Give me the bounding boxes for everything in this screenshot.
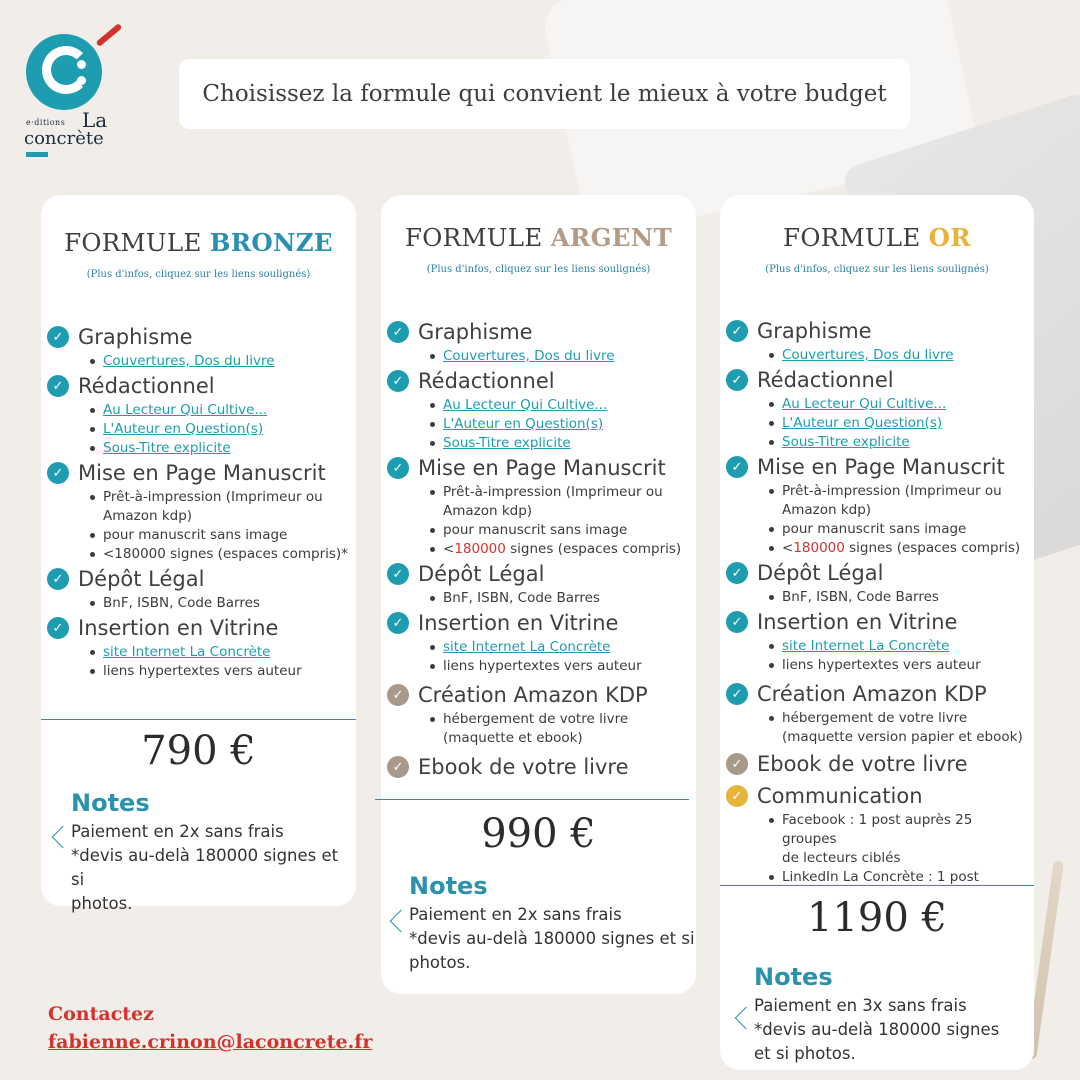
feature-label: Mise en Page Manuscrit	[418, 456, 666, 480]
feature-label: Création Amazon KDP	[418, 683, 648, 707]
feature-redactionnel	[387, 366, 690, 396]
list-item: pour manuscrit sans image	[88, 526, 350, 545]
feature-list	[726, 316, 1028, 887]
notes-title: Notes	[754, 963, 833, 991]
list-item: BnF, ISBN, Code Barres	[88, 594, 350, 613]
card-subtitle: (Plus d'infos, cliquez sur les liens soulignés)	[765, 264, 989, 275]
feature-label: Rédactionnel	[757, 368, 894, 392]
list-item: BnF, ISBN, Code Barres	[767, 588, 1028, 607]
divider	[375, 799, 689, 800]
item-text: Prêt-à-impression (Imprimeur ou	[782, 483, 1002, 499]
sub-list	[428, 483, 690, 559]
link-sous-titre[interactable]: Sous-Titre explicite	[767, 433, 1028, 452]
link-site-internet[interactable]: site Internet La Concrète	[428, 638, 690, 657]
feature-label: Dépôt Légal	[78, 567, 205, 591]
divider	[720, 885, 1034, 886]
feature-label: Graphisme	[78, 325, 193, 349]
check-icon: ✓	[726, 683, 748, 705]
notes-text	[409, 903, 695, 975]
logo-accent	[96, 23, 123, 47]
logo-dot	[77, 76, 86, 85]
sub-list	[88, 643, 350, 681]
feature-communication	[726, 781, 1028, 811]
contact-label: Contactez	[48, 1003, 154, 1025]
feature-vitrine	[726, 607, 1028, 637]
link-auteur-en-question[interactable]: L'Auteur en Question(s)	[428, 415, 690, 434]
link-au-lecteur[interactable]: Au Lecteur Qui Cultive...	[88, 401, 350, 420]
card-title	[381, 223, 696, 252]
check-icon: ✓	[387, 563, 409, 585]
link-sous-titre[interactable]: Sous-Titre explicite	[88, 439, 350, 458]
divider	[41, 719, 356, 720]
link-au-lecteur[interactable]: Au Lecteur Qui Cultive...	[767, 395, 1028, 414]
notes-line: *devis au-delà 180000 signes et si	[71, 846, 339, 889]
check-icon: ✓	[726, 320, 748, 342]
check-icon: ✓	[387, 612, 409, 634]
notes-line: Paiement en 3x sans frais	[754, 996, 967, 1015]
sub-list	[88, 401, 350, 458]
feature-label: Graphisme	[418, 320, 533, 344]
formula-prefix: FORMULE	[64, 228, 210, 257]
logo-la-text: La	[82, 108, 108, 132]
feature-label: Mise en Page Manuscrit	[78, 461, 326, 485]
contact-email-link[interactable]: fabienne.crinon@laconcrete.fr	[48, 1031, 373, 1053]
notes-line: Paiement en 2x sans frais	[71, 822, 284, 841]
feature-label: Graphisme	[757, 319, 872, 343]
link-au-lecteur[interactable]: Au Lecteur Qui Cultive...	[428, 396, 690, 415]
check-icon: ✓	[726, 562, 748, 584]
card-title	[720, 223, 1034, 252]
sub-list	[767, 588, 1028, 607]
feature-label: Insertion en Vitrine	[418, 611, 619, 635]
item-text: hébergement de votre livre	[443, 711, 629, 727]
sub-list	[428, 589, 690, 608]
feature-label: Communication	[757, 784, 923, 808]
tier-name: OR	[928, 223, 971, 252]
sub-list	[88, 594, 350, 613]
link-sous-titre[interactable]: Sous-Titre explicite	[428, 434, 690, 453]
price: 1190 €	[807, 895, 947, 941]
logo-concrete-text: concrète	[24, 128, 104, 149]
sub-list	[767, 811, 1028, 887]
feature-label: Création Amazon KDP	[757, 682, 987, 706]
list-item: LinkedIn La Concrète : 1 post	[767, 868, 1028, 887]
card-title	[41, 228, 356, 257]
list-item: liens hypertextes vers auteur	[428, 657, 690, 676]
item-text: (maquette et ebook)	[443, 730, 583, 746]
logo-c-mark	[42, 46, 90, 94]
feature-depot-legal	[47, 564, 350, 594]
item-text: de lecteurs ciblés	[782, 850, 901, 866]
price: 790 €	[141, 728, 256, 774]
item-text: Facebook : 1 post auprès 25 groupes	[782, 812, 973, 847]
list-item: pour manuscrit sans image	[767, 520, 1028, 539]
notes-line: et si photos.	[754, 1044, 856, 1063]
sub-list	[428, 638, 690, 676]
sub-list	[767, 709, 1028, 747]
notes-text	[754, 994, 999, 1066]
feature-label: Insertion en Vitrine	[757, 610, 958, 634]
link-couvertures[interactable]: Couvertures, Dos du livre	[88, 352, 350, 371]
check-icon: ✓	[387, 321, 409, 343]
list-item	[428, 710, 690, 748]
feature-mise-en-page	[726, 452, 1028, 482]
notes-line: Paiement en 2x sans frais	[409, 905, 622, 924]
check-icon: ✓	[726, 456, 748, 478]
item-text: Prêt-à-impression (Imprimeur ou	[103, 489, 323, 505]
highlight-number: 180000	[793, 540, 845, 556]
feature-amazon-kdp	[387, 680, 690, 710]
check-icon: ✓	[387, 756, 409, 778]
feature-list	[47, 322, 350, 681]
check-icon: ✓	[47, 617, 69, 639]
list-item	[88, 488, 350, 526]
item-text: Prêt-à-impression (Imprimeur ou	[443, 484, 663, 500]
list-item: BnF, ISBN, Code Barres	[428, 589, 690, 608]
check-icon: ✓	[387, 684, 409, 706]
feature-list	[387, 317, 690, 782]
sub-list	[767, 346, 1028, 365]
sub-list	[767, 482, 1028, 558]
item-text: Amazon kdp)	[782, 502, 872, 518]
sub-list	[428, 396, 690, 453]
feature-vitrine	[387, 608, 690, 638]
check-icon: ✓	[47, 462, 69, 484]
feature-mise-en-page	[47, 458, 350, 488]
list-item	[428, 540, 690, 559]
item-text: signes (espaces compris)	[844, 540, 1021, 556]
logo-editions-text: e·ditions	[26, 118, 66, 127]
price: 990 €	[481, 811, 596, 857]
check-icon: ✓	[47, 568, 69, 590]
list-item	[767, 539, 1028, 558]
list-item	[767, 811, 1028, 868]
notes-line: photos.	[409, 953, 471, 972]
list-item: liens hypertextes vers auteur	[767, 656, 1028, 675]
sub-list	[88, 488, 350, 564]
card-subtitle: (Plus d'infos, cliquez sur les liens soulignés)	[426, 264, 651, 275]
item-text: signes (espaces compris)	[505, 541, 682, 557]
link-couvertures[interactable]: Couvertures, Dos du livre	[767, 346, 1028, 365]
feature-depot-legal	[387, 559, 690, 589]
feature-redactionnel	[47, 371, 350, 401]
list-item: liens hypertextes vers auteur	[88, 662, 350, 681]
feature-graphisme	[726, 316, 1028, 346]
card-subtitle: (Plus d'infos, cliquez sur les liens soulignés)	[86, 269, 311, 280]
notes-line: *devis au-delà 180000 signes et si	[409, 929, 695, 948]
item-text: <	[443, 541, 455, 557]
feature-mise-en-page	[387, 453, 690, 483]
feature-amazon-kdp	[726, 679, 1028, 709]
list-item: pour manuscrit sans image	[428, 521, 690, 540]
notes-title: Notes	[409, 872, 488, 900]
sub-list	[767, 395, 1028, 452]
feature-label: Mise en Page Manuscrit	[757, 455, 1005, 479]
formula-prefix: FORMULE	[404, 223, 551, 252]
item-text: Amazon kdp)	[103, 508, 193, 524]
feature-graphisme	[387, 317, 690, 347]
feature-ebook	[387, 752, 690, 782]
feature-vitrine	[47, 613, 350, 643]
check-icon: ✓	[387, 370, 409, 392]
check-icon: ✓	[726, 611, 748, 633]
notes-line: *devis au-delà 180000 signes	[754, 1020, 1000, 1039]
item-text: (maquette version papier et ebook)	[782, 729, 1023, 745]
link-site-internet[interactable]: site Internet La Concrète	[767, 637, 1028, 656]
notes-text	[71, 820, 356, 916]
logo-dot	[77, 60, 86, 69]
sub-list	[428, 710, 690, 748]
feature-label: Dépôt Légal	[418, 562, 545, 586]
sub-list	[428, 347, 690, 366]
feature-label: Ebook de votre livre	[418, 755, 629, 779]
check-icon: ✓	[726, 753, 748, 775]
sub-list	[767, 637, 1028, 675]
list-item: <180000 signes (espaces compris)*	[88, 545, 350, 564]
card-bronze	[41, 195, 356, 913]
check-icon: ✓	[387, 457, 409, 479]
logo	[22, 32, 117, 157]
check-icon: ✓	[47, 326, 69, 348]
logo-bar	[26, 152, 48, 157]
link-couvertures[interactable]: Couvertures, Dos du livre	[428, 347, 690, 366]
feature-depot-legal	[726, 558, 1028, 588]
link-auteur-en-question[interactable]: L'Auteur en Question(s)	[767, 414, 1028, 433]
notes-title: Notes	[71, 789, 150, 817]
feature-redactionnel	[726, 365, 1028, 395]
contact	[48, 1000, 372, 1056]
highlight-number: 180000	[454, 541, 506, 557]
list-item	[767, 709, 1028, 747]
sub-list	[88, 352, 350, 371]
link-auteur-en-question[interactable]: L'Auteur en Question(s)	[88, 420, 350, 439]
list-item	[767, 482, 1028, 520]
feature-label: Dépôt Légal	[757, 561, 884, 585]
item-text: hébergement de votre livre	[782, 710, 968, 726]
card-or	[720, 195, 1034, 1070]
item-text: <	[782, 540, 794, 556]
feature-label: Rédactionnel	[78, 374, 215, 398]
check-icon: ✓	[47, 375, 69, 397]
feature-ebook	[726, 749, 1028, 779]
notes-line: photos.	[71, 894, 133, 913]
feature-label: Ebook de votre livre	[757, 752, 968, 776]
feature-graphisme	[47, 322, 350, 352]
tier-name: ARGENT	[550, 223, 672, 252]
check-icon: ✓	[726, 785, 748, 807]
tier-name: BRONZE	[209, 228, 333, 257]
item-text: Amazon kdp)	[443, 503, 533, 519]
feature-label: Rédactionnel	[418, 369, 555, 393]
card-argent	[381, 195, 696, 994]
check-icon: ✓	[726, 369, 748, 391]
link-site-internet[interactable]: site Internet La Concrète	[88, 643, 350, 662]
list-item	[428, 483, 690, 521]
formula-prefix: FORMULE	[783, 223, 929, 252]
page-title: Choisissez la formule qui convient le mieux à votre budget	[179, 59, 910, 129]
feature-label: Insertion en Vitrine	[78, 616, 279, 640]
